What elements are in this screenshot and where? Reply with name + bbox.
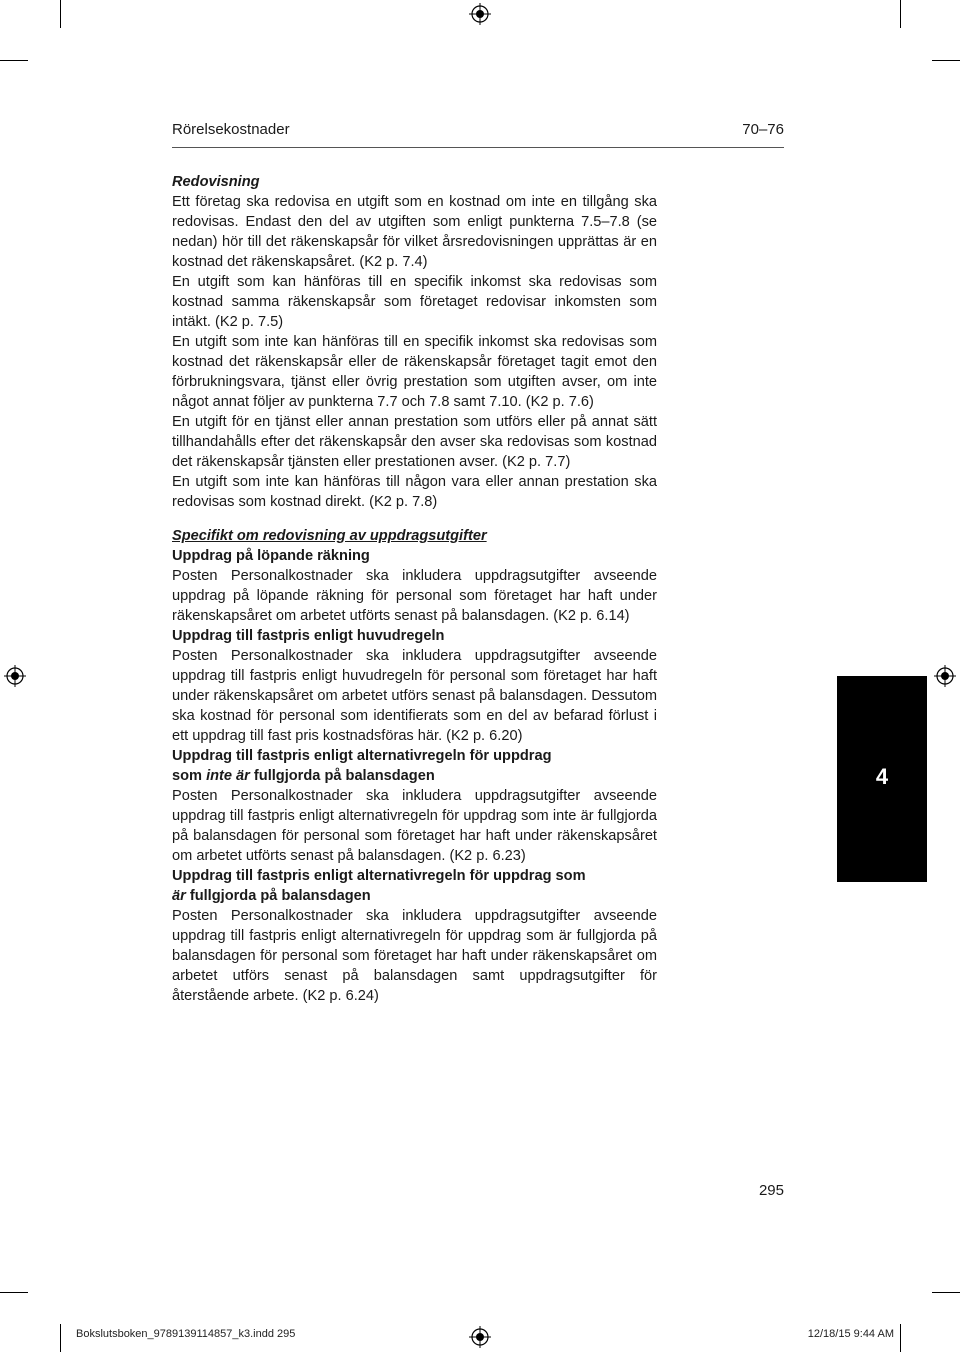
header-rule xyxy=(172,147,784,148)
paragraph: En utgift som kan hänföras till en specifik inkomst ska redovisas som kostnad samma räkenskapsår som företaget redovisar inkomsten som intäkt. (K2 p. 7.5) xyxy=(172,274,657,330)
paragraph: Ett företag ska redovisa en utgift som en kostnad om inte en tillgång ska redovisas. Endast den del av utgiften som enligt punkterna 7.5–7.8 (se nedan) hör till det räkenskapsår för vilket årsredovisningen upprättas är en kostnad det räkenskapsåret. (K2 p. 7.4) xyxy=(172,194,657,270)
registration-mark-icon xyxy=(934,665,956,687)
subheading-emphasis: är xyxy=(172,888,186,904)
paragraph: En utgift för en tjänst eller annan prestation som utförs eller på annat sätt tillhandahålls efter det räkenskapsår den avser ska redovisas som kostnad det räkenskapsår tjänsten eller prestationen avser. (K2 p. 7.7) xyxy=(172,414,657,470)
crop-mark xyxy=(900,0,901,28)
subheading-line: Uppdrag till fastpris enligt alternativregeln för uppdrag xyxy=(172,748,552,764)
section-heading-specifikt: Specifikt om redovisning av uppdragsutgifter xyxy=(172,528,487,544)
registration-mark-icon xyxy=(469,3,491,25)
chapter-tab xyxy=(837,676,927,882)
paragraph: Posten Personalkostnader ska inkludera uppdragsutgifter avseende uppdrag på löpande räkning för personal som företaget har haft under räkenskapsåret om arbetet utförts senast på balansdagen. (K2 p. 6.14) xyxy=(172,568,657,624)
crop-mark xyxy=(900,1324,901,1352)
running-header xyxy=(172,121,784,143)
crop-mark xyxy=(0,1292,28,1293)
paragraph: Posten Personalkostnader ska inkludera uppdragsutgifter avseende uppdrag till fastpris enligt alternativregeln för uppdrag som är fullgjorda på balansdagen för personal som företaget har haft under räkenskapsåret om arbetet utförs senast på balansdagen samt uppdragsutgifter för återstående arbete. (K2 p. 6.24) xyxy=(172,908,657,1004)
paragraph: En utgift som inte kan hänföras till en specifik inkomst ska redovisas som kostnad det räkenskapsår eller de räkenskapsår företaget tagit emot den förbrukningsvara, tjänst eller övrig prestation som utgiften avser, om inte något annat följer av punkterna 7.7 och 7.8 samt 7.10. (K2 p. 7.6) xyxy=(172,334,657,410)
subheading-emphasis: inte är xyxy=(206,768,250,784)
crop-mark xyxy=(60,1324,61,1352)
crop-mark xyxy=(60,0,61,28)
crop-mark xyxy=(932,1292,960,1293)
crop-mark xyxy=(0,60,28,61)
registration-mark-icon xyxy=(4,665,26,687)
subheading: Uppdrag till fastpris enligt huvudregeln xyxy=(172,628,445,644)
paragraph: En utgift som inte kan hänföras till någon vara eller annan prestation ska redovisas som kostnad direkt. (K2 p. 7.8) xyxy=(172,474,657,510)
crop-mark xyxy=(932,60,960,61)
registration-mark-icon xyxy=(469,1326,491,1348)
subheading xyxy=(172,866,657,906)
section-heading-redovisning: Redovisning xyxy=(172,174,260,190)
subheading xyxy=(172,746,657,786)
header-paragraph-range: 70–76 xyxy=(742,121,784,138)
subheading: Uppdrag på löpande räkning xyxy=(172,548,370,564)
paragraph: Posten Personalkostnader ska inkludera uppdragsutgifter avseende uppdrag till fastpris enligt alternativregeln för uppdrag som inte är fullgjorda på balansdagen för personal som företaget har haft under räkenskapsåret om arbetet utförts senast på balansdagen. (K2 p. 6.23) xyxy=(172,788,657,864)
subheading-part: som xyxy=(172,768,207,784)
body-text xyxy=(172,172,657,1006)
header-section-title: Rörelsekostnader xyxy=(172,121,290,138)
paragraph: Posten Personalkostnader ska inkludera uppdragsutgifter avseende uppdrag till fastpris enligt huvudregeln för personal som företaget har haft under räkenskapsåret om arbetet utförs senast på balansdagen. Dessutom ska kostnad för personal som identifierats som en del av befarad förlust i ett uppdrag till fast pris kostnadsföras här. (K2 p. 6.20) xyxy=(172,648,657,744)
page-number: 295 xyxy=(758,1182,784,1199)
slug-timestamp: 12/18/15 9:44 AM xyxy=(807,1328,894,1340)
slug-file-name: Bokslutsboken_9789139114857_k3.indd 295 xyxy=(76,1328,296,1340)
subheading-part: fullgjorda på balansdagen xyxy=(185,888,371,904)
subheading-part: fullgjorda på balansdagen xyxy=(249,768,435,784)
subheading-line: Uppdrag till fastpris enligt alternativregeln för uppdrag som xyxy=(172,868,586,884)
chapter-number: 4 xyxy=(875,764,889,789)
